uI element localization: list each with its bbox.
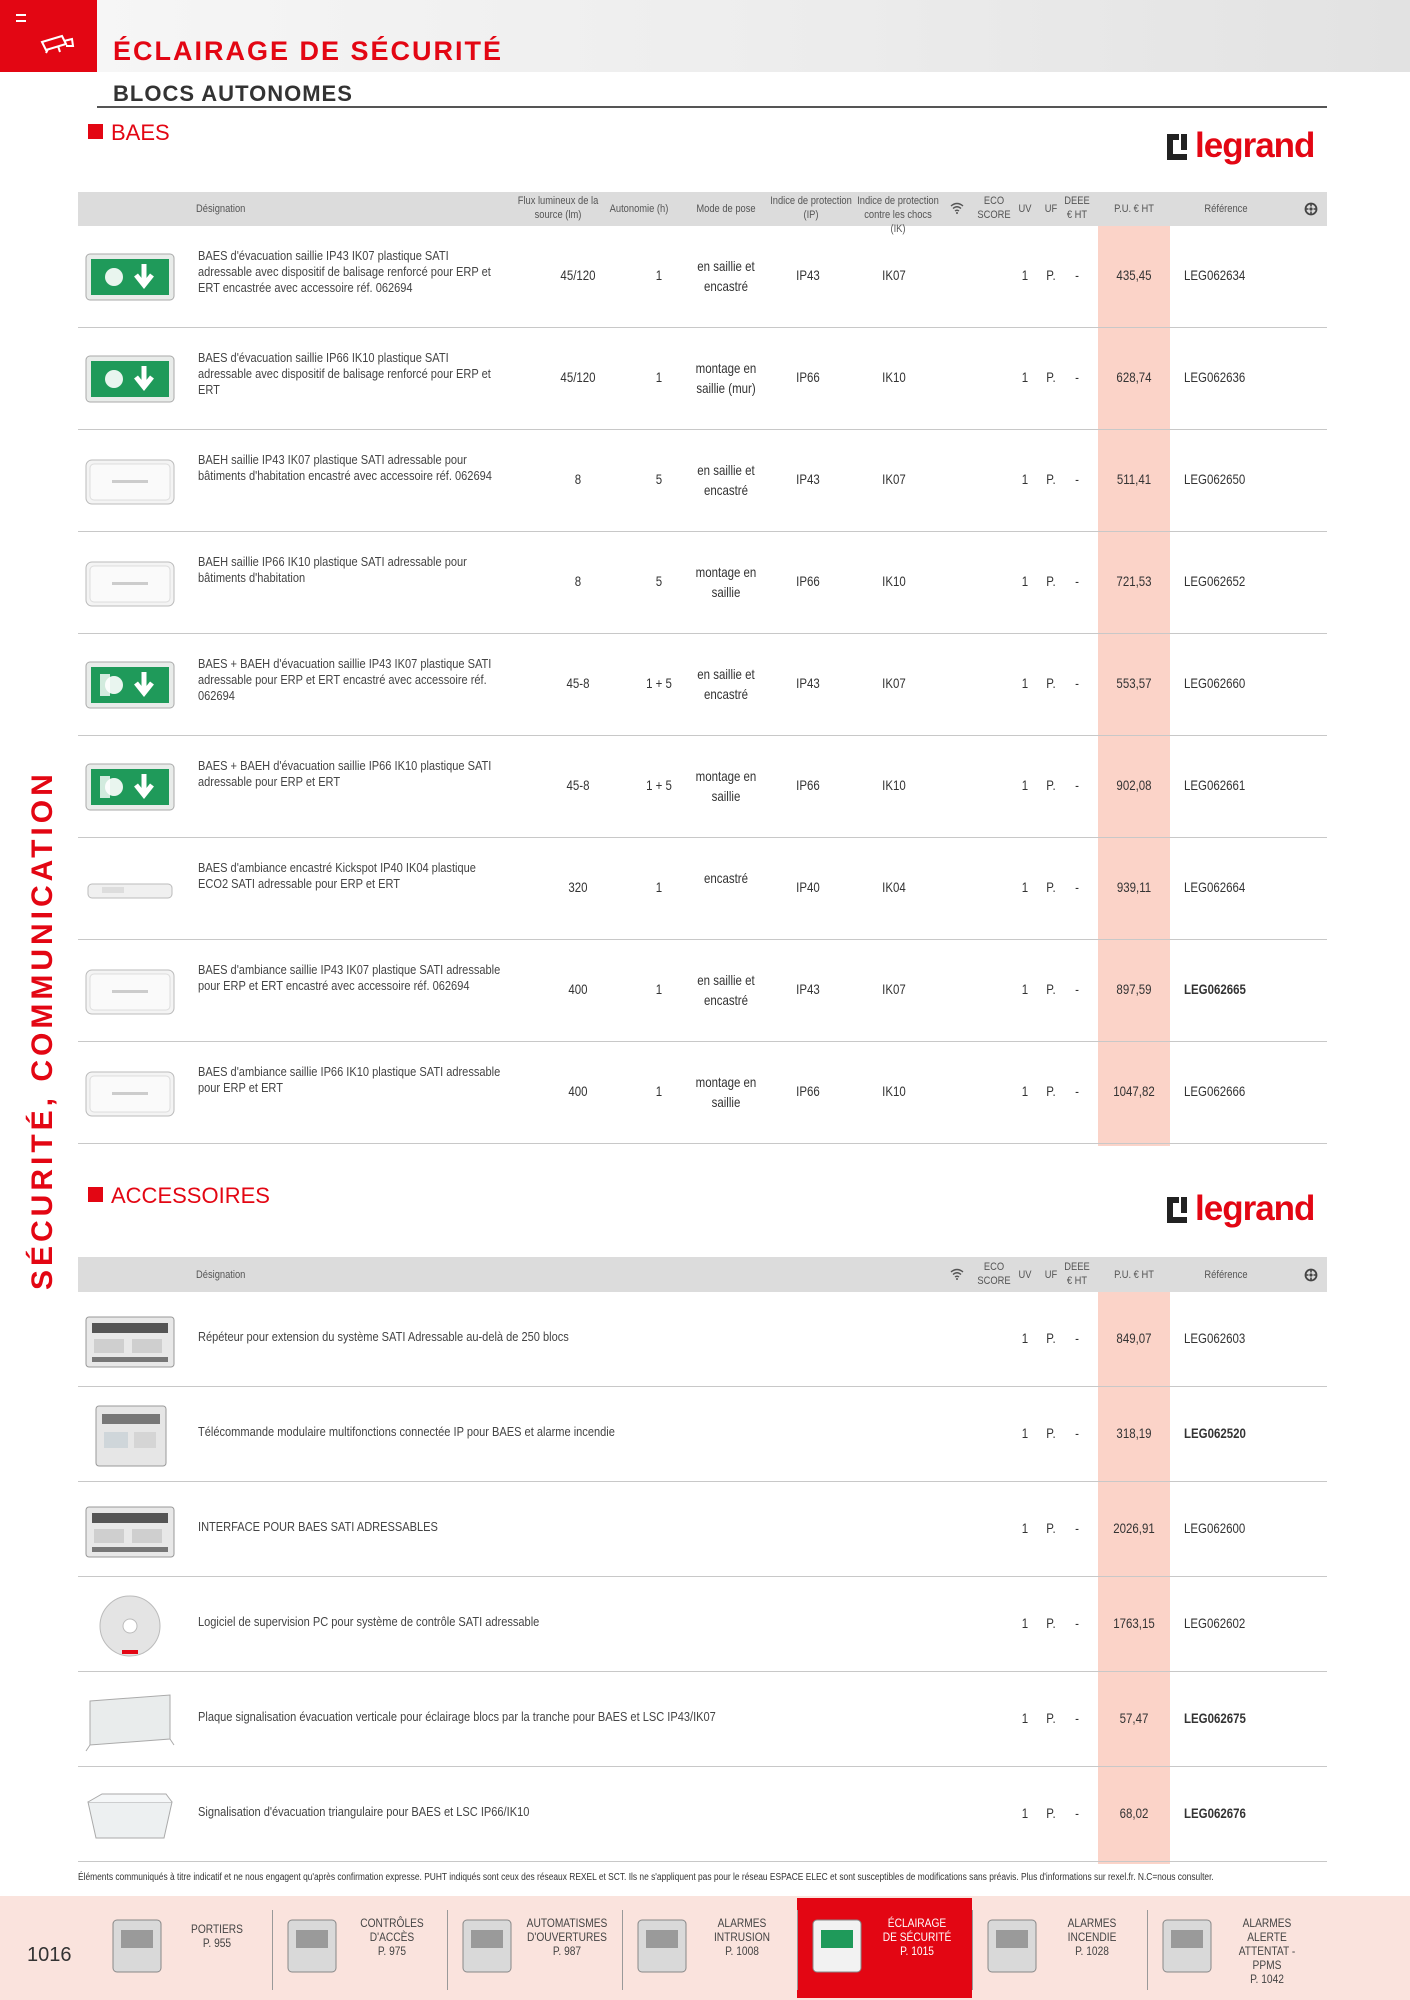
- flux-value: 45/120: [560, 267, 596, 283]
- th-designation: Désignation: [196, 1269, 246, 1281]
- product-image: [82, 958, 178, 1029]
- table-row: [78, 634, 1327, 736]
- table-row: [78, 1482, 1327, 1577]
- deee-value: -: [1075, 369, 1079, 385]
- deee-value: -: [1075, 267, 1079, 283]
- flux-value: 45/120: [560, 369, 596, 385]
- table-row: [78, 940, 1327, 1042]
- wifi-icon: [950, 1268, 964, 1280]
- nav-separator: [797, 1910, 798, 1990]
- uf-value: P.: [1046, 1425, 1056, 1441]
- ip-value: IP43: [796, 267, 820, 283]
- ip-value: IP66: [796, 369, 820, 385]
- product-reference[interactable]: LEG062675: [1184, 1710, 1246, 1726]
- autonomie-value: 1 + 5: [646, 777, 672, 793]
- th-pu: P.U. € HT: [1114, 203, 1154, 215]
- footer-nav-item[interactable]: [622, 1898, 797, 1998]
- th-pu: P.U. € HT: [1114, 1269, 1154, 1281]
- uf-value: P.: [1046, 573, 1056, 589]
- nav-separator: [447, 1910, 448, 1990]
- product-designation: BAES d'évacuation saillie IP66 IK10 plastique SATI adressable avec dispositif de balisage renforcé pour ERP et ERT: [198, 350, 491, 397]
- unit-price: 902,08: [1116, 777, 1152, 793]
- autonomie-value: 1: [655, 1083, 663, 1099]
- product-image: [82, 754, 178, 825]
- uv-value: 1: [1021, 573, 1029, 589]
- product-reference[interactable]: LEG062636: [1184, 369, 1246, 385]
- deee-value: -: [1075, 675, 1079, 691]
- uf-value: P.: [1046, 879, 1056, 895]
- mode-de-pose: en saillie et encastré: [697, 258, 755, 294]
- deee-value: -: [1075, 777, 1079, 793]
- ik-value: IK04: [882, 879, 906, 895]
- nav-page-ref: P. 987: [552, 1944, 582, 1958]
- th-ik: Indice de protection contre les chocs (IK): [857, 195, 939, 235]
- category-thumbnail-icon: [982, 1914, 1042, 1978]
- th-deee: DEEE € HT: [1064, 195, 1090, 221]
- nav-label-line2: INCENDIE: [1067, 1930, 1117, 1944]
- autonomie-value: 1: [655, 369, 663, 385]
- deee-value: -: [1075, 1805, 1079, 1821]
- nav-label-line1: ALARMES: [717, 1916, 767, 1930]
- uv-value: 1: [1021, 1083, 1029, 1099]
- flux-value: 400: [568, 1083, 588, 1099]
- th-reference: Référence: [1204, 203, 1248, 215]
- nav-label-line1: ÉCLAIRAGE: [887, 1916, 947, 1930]
- th-autonomie: Autonomie (h): [609, 203, 669, 215]
- uf-value: P.: [1046, 777, 1056, 793]
- ip-value: IP66: [796, 1083, 820, 1099]
- deee-value: -: [1075, 981, 1079, 997]
- table-row: [78, 1767, 1327, 1862]
- table-row: [78, 838, 1327, 940]
- nav-page-ref: P. 1015: [900, 1944, 934, 1958]
- ik-value: IK10: [882, 1083, 906, 1099]
- nav-label-line2: ATTENTAT - PPMS: [1238, 1944, 1296, 1972]
- nav-label-line2: D'ACCÈS: [369, 1930, 415, 1944]
- nav-page-ref: P. 975: [377, 1944, 407, 1958]
- accessoires-table: [78, 1257, 1327, 1864]
- nav-separator: [272, 1910, 273, 1990]
- uf-value: P.: [1046, 1083, 1056, 1099]
- uv-value: 1: [1021, 777, 1029, 793]
- mode-de-pose: montage en saillie: [695, 768, 757, 804]
- unit-price: 68,02: [1119, 1805, 1149, 1821]
- ip-value: IP40: [796, 879, 820, 895]
- product-reference[interactable]: LEG062652: [1184, 573, 1246, 589]
- unit-price: 1047,82: [1113, 1083, 1155, 1099]
- mode-de-pose: en saillie et encastré: [697, 462, 755, 498]
- product-designation: Répéteur pour extension du système SATI Adressable au-delà de 250 blocs: [198, 1329, 569, 1344]
- ip-value: IP66: [796, 573, 820, 589]
- category-thumbnail-icon: [807, 1914, 867, 1978]
- product-reference[interactable]: LEG062664: [1184, 879, 1246, 895]
- accessoires-table-header: [78, 1257, 1327, 1292]
- nav-page-ref: P. 1008: [725, 1944, 759, 1958]
- footer-nav-label: [175, 1922, 260, 1950]
- autonomie-value: 1: [655, 879, 663, 895]
- ik-value: IK10: [882, 369, 906, 385]
- flux-value: 45-8: [566, 675, 590, 691]
- product-reference[interactable]: LEG062676: [1184, 1805, 1246, 1821]
- page-title: ÉCLAIRAGE DE SÉCURITÉ: [113, 36, 504, 66]
- product-image: [82, 1402, 178, 1473]
- unit-price: 849,07: [1116, 1330, 1152, 1346]
- ip-value: IP66: [796, 777, 820, 793]
- nav-label-line1: AUTOMATISMES: [526, 1916, 608, 1930]
- table-row: [78, 1387, 1327, 1482]
- footer-nav-label: [875, 1916, 960, 1958]
- footer-nav-label: [350, 1916, 435, 1958]
- unit-price: 721,53: [1116, 573, 1152, 589]
- mode-de-pose: montage en saillie: [695, 1074, 757, 1110]
- deee-value: -: [1075, 1520, 1079, 1536]
- nav-separator: [1147, 1910, 1148, 1990]
- table-row: [78, 430, 1327, 532]
- camera-icon: [40, 34, 76, 54]
- flux-value: 45-8: [566, 777, 590, 793]
- footer-nav-label: [700, 1916, 785, 1958]
- ik-value: IK07: [882, 471, 906, 487]
- uv-value: 1: [1021, 267, 1029, 283]
- footer-nav-item[interactable]: [97, 1898, 272, 1998]
- th-designation: Désignation: [196, 203, 246, 215]
- product-reference[interactable]: LEG062600: [1184, 1520, 1246, 1536]
- unit-price: 897,59: [1116, 981, 1152, 997]
- product-image: [82, 1782, 178, 1853]
- uv-value: 1: [1021, 1520, 1029, 1536]
- table-row: [78, 1577, 1327, 1672]
- nav-page-ref: P. 955: [202, 1936, 232, 1950]
- page-number: 1016: [27, 1944, 72, 1966]
- legrand-logo: legrand: [1165, 1191, 1327, 1231]
- product-image: [82, 1060, 178, 1131]
- legrand-mark-icon: [1165, 1195, 1189, 1225]
- footer-nav-item[interactable]: [272, 1898, 447, 1998]
- recycle-icon: [1304, 202, 1318, 216]
- product-designation: BAEH saillie IP66 IK10 plastique SATI adressable pour bâtiments d'habitation: [198, 554, 467, 585]
- unit-price: 939,11: [1116, 879, 1152, 895]
- product-designation: BAEH saillie IP43 IK07 plastique SATI adressable pour bâtiments d'habitation encastré avec accessoire réf. 062694: [198, 452, 492, 483]
- deee-value: -: [1075, 1425, 1079, 1441]
- product-image: [82, 652, 178, 723]
- ip-value: IP43: [796, 675, 820, 691]
- nav-separator: [972, 1910, 973, 1990]
- category-thumbnail-icon: [1157, 1914, 1217, 1978]
- uf-value: P.: [1046, 471, 1056, 487]
- product-image: [82, 448, 178, 519]
- table-row: [78, 328, 1327, 430]
- ip-value: IP43: [796, 471, 820, 487]
- flux-value: 320: [568, 879, 588, 895]
- product-designation: BAES + BAEH d'évacuation saillie IP43 IK07 plastique SATI adressable pour ERP et ERT encastré avec accessoire réf. 062694: [198, 656, 492, 703]
- th-reference: Référence: [1204, 1269, 1248, 1281]
- product-image: [82, 856, 178, 927]
- uf-value: P.: [1046, 267, 1056, 283]
- table-row: [78, 1292, 1327, 1387]
- uv-value: 1: [1021, 981, 1029, 997]
- title-rule: [97, 106, 1327, 108]
- th-uf: UF: [1044, 203, 1058, 215]
- nav-page-ref: P. 1028: [1075, 1944, 1109, 1958]
- category-thumbnail-icon: [457, 1914, 517, 1978]
- legrand-mark-icon: [1165, 132, 1189, 162]
- th-eco-score: ECO SCORE: [977, 1261, 1011, 1287]
- autonomie-value: 1: [655, 981, 663, 997]
- ik-value: IK10: [882, 573, 906, 589]
- th-eco-score: ECO SCORE: [977, 195, 1011, 221]
- ip-value: IP43: [796, 981, 820, 997]
- ik-value: IK10: [882, 777, 906, 793]
- nav-label-line2: DE SÉCURITÉ: [882, 1930, 952, 1944]
- disclaimer-text: Éléments communiqués à titre indicatif et ne nous engagent qu'après confirmation expresse. PUHT indiqués sont ceux des réseaux REXEL et SCT. Ils ne s'appliquent pas pour le réseau ESPACE ELEC et sont susceptibles de modifications sans préavis. Plus d'informations sur rexel.fr. N.C=nous consulter.: [78, 1872, 1214, 1883]
- nav-label-line1: ALARMES: [1067, 1916, 1117, 1930]
- unit-price: 511,41: [1116, 471, 1152, 487]
- uf-value: P.: [1046, 1805, 1056, 1821]
- footer-nav-label: [525, 1916, 610, 1958]
- unit-price: 435,45: [1116, 267, 1152, 283]
- category-thumbnail-icon: [107, 1914, 167, 1978]
- uv-value: 1: [1021, 369, 1029, 385]
- th-uv: UV: [1018, 1269, 1032, 1281]
- autonomie-value: 5: [655, 573, 663, 589]
- uv-value: 1: [1021, 1615, 1029, 1631]
- product-designation: Logiciel de supervision PC pour système de contrôle SATI adressable: [198, 1614, 540, 1629]
- uv-value: 1: [1021, 675, 1029, 691]
- th-uv: UV: [1018, 203, 1032, 215]
- mode-de-pose: encastré: [703, 870, 749, 886]
- nav-label-line2: INTRUSION: [713, 1930, 771, 1944]
- uv-value: 1: [1021, 879, 1029, 895]
- product-reference[interactable]: LEG062650: [1184, 471, 1246, 487]
- footer-nav-item[interactable]: [797, 1898, 972, 1998]
- deee-value: -: [1075, 471, 1079, 487]
- baes-table-header: [78, 192, 1327, 235]
- page-subtitle: BLOCS AUTONOMES: [113, 81, 353, 106]
- deee-value: -: [1075, 1710, 1079, 1726]
- mode-de-pose: en saillie et encastré: [697, 666, 755, 702]
- section-corner: [0, 0, 97, 72]
- side-category-label: SÉCURITÉ, COMMUNICATION: [26, 770, 59, 1290]
- nav-label-line2: D'OUVERTURES: [527, 1930, 607, 1944]
- section-title-baes: BAES: [88, 120, 170, 146]
- product-designation: BAES d'ambiance saillie IP43 IK07 plastique SATI adressable pour ERP et ERT encastré avec accessoire réf. 062694: [198, 962, 501, 993]
- product-image: [82, 550, 178, 621]
- product-designation: Plaque signalisation évacuation verticale pour éclairage blocs par la tranche pour BAES et LSC IP43/IK07: [198, 1709, 716, 1724]
- deee-value: -: [1075, 1083, 1079, 1099]
- deee-value: -: [1075, 879, 1079, 895]
- th-deee: DEEE € HT: [1064, 1261, 1090, 1287]
- uf-value: P.: [1046, 1520, 1056, 1536]
- uv-value: 1: [1021, 471, 1029, 487]
- product-image: [82, 244, 178, 315]
- th-flux: Flux lumineux de la source (lm): [517, 195, 599, 221]
- product-designation: BAES d'ambiance saillie IP66 IK10 plastique SATI adressable pour ERP et ERT: [198, 1064, 501, 1095]
- uv-value: 1: [1021, 1425, 1029, 1441]
- nav-label-line1: PORTIERS: [191, 1922, 243, 1936]
- uf-value: P.: [1046, 1330, 1056, 1346]
- flux-value: 8: [574, 471, 582, 487]
- unit-price: 628,74: [1116, 369, 1152, 385]
- product-reference[interactable]: LEG062660: [1184, 675, 1246, 691]
- section-square-icon: [88, 1187, 103, 1202]
- uv-value: 1: [1021, 1710, 1029, 1726]
- uf-value: P.: [1046, 675, 1056, 691]
- th-mode: Mode de pose: [696, 203, 756, 215]
- section-square-icon: [88, 124, 103, 139]
- mode-de-pose: en saillie et encastré: [697, 972, 755, 1008]
- footer-nav-label: [1225, 1916, 1310, 1986]
- uf-value: P.: [1046, 1710, 1056, 1726]
- table-row: [78, 226, 1327, 328]
- uf-value: P.: [1046, 1615, 1056, 1631]
- unit-price: 57,47: [1119, 1710, 1149, 1726]
- autonomie-value: 1: [655, 267, 663, 283]
- nav-separator: [622, 1910, 623, 1990]
- uf-value: P.: [1046, 369, 1056, 385]
- uf-value: P.: [1046, 981, 1056, 997]
- product-designation: BAES d'ambiance encastré Kickspot IP40 IK04 plastique ECO2 SATI adressable pour ERP et ERT: [198, 860, 476, 891]
- mode-de-pose: montage en saillie (mur): [695, 360, 757, 396]
- unit-price: 2026,91: [1113, 1520, 1155, 1536]
- wifi-icon: [950, 202, 964, 214]
- autonomie-value: 5: [655, 471, 663, 487]
- menu-icon[interactable]: [16, 14, 26, 22]
- product-designation: INTERFACE POUR BAES SATI ADRESSABLES: [198, 1519, 438, 1534]
- nav-page-ref: P. 1042: [1250, 1972, 1284, 1986]
- nav-label-line1: ALARMES ALERTE: [1242, 1916, 1292, 1944]
- product-image: [82, 346, 178, 417]
- uv-value: 1: [1021, 1330, 1029, 1346]
- table-row: [78, 532, 1327, 634]
- product-reference[interactable]: LEG062603: [1184, 1330, 1246, 1346]
- th-ip: Indice de protection (IP): [770, 195, 852, 221]
- autonomie-value: 1 + 5: [646, 675, 672, 691]
- product-reference[interactable]: LEG062520: [1184, 1425, 1246, 1441]
- product-image: [82, 1592, 178, 1663]
- section-title-accessoires: ACCESSOIRES: [88, 1183, 270, 1209]
- product-image: [82, 1497, 178, 1568]
- product-reference[interactable]: LEG062602: [1184, 1615, 1246, 1631]
- footer-nav-label: [1050, 1916, 1135, 1958]
- product-reference[interactable]: LEG062634: [1184, 267, 1246, 283]
- unit-price: 318,19: [1116, 1425, 1152, 1441]
- footer-nav-item[interactable]: [1147, 1898, 1322, 1998]
- deee-value: -: [1075, 1615, 1079, 1631]
- product-designation: Signalisation d'évacuation triangulaire pour BAES et LSC IP66/IK10: [198, 1804, 530, 1819]
- flux-value: 400: [568, 981, 588, 997]
- unit-price: 1763,15: [1113, 1615, 1155, 1631]
- footer-nav-item[interactable]: [447, 1898, 622, 1998]
- unit-price: 553,57: [1116, 675, 1152, 691]
- flux-value: 8: [574, 573, 582, 589]
- mode-de-pose: montage en saillie: [695, 564, 757, 600]
- product-reference[interactable]: LEG062661: [1184, 777, 1246, 793]
- deee-value: -: [1075, 1330, 1079, 1346]
- table-row: [78, 1042, 1327, 1144]
- ik-value: IK07: [882, 981, 906, 997]
- table-row: [78, 1672, 1327, 1767]
- product-designation: Télécommande modulaire multifonctions connectée IP pour BAES et alarme incendie: [198, 1424, 615, 1439]
- product-image: [82, 1307, 178, 1378]
- category-thumbnail-icon: [632, 1914, 692, 1978]
- recycle-icon: [1304, 1268, 1318, 1282]
- deee-value: -: [1075, 573, 1079, 589]
- uv-value: 1: [1021, 1805, 1029, 1821]
- baes-table: [78, 192, 1327, 1146]
- ik-value: IK07: [882, 675, 906, 691]
- th-uf: UF: [1044, 1269, 1058, 1281]
- ik-value: IK07: [882, 267, 906, 283]
- table-row: [78, 736, 1327, 838]
- product-reference[interactable]: LEG062666: [1184, 1083, 1246, 1099]
- product-image: [82, 1687, 178, 1758]
- product-designation: BAES d'évacuation saillie IP43 IK07 plastique SATI adressable avec dispositif de balisage renforcé pour ERP et ERT encastrée avec accessoire réf. 062694: [198, 248, 491, 295]
- product-designation: BAES + BAEH d'évacuation saillie IP66 IK10 plastique SATI adressable pour ERP et ERT: [198, 758, 492, 789]
- nav-label-line1: CONTRÔLES: [360, 1916, 424, 1930]
- legrand-logo: legrand: [1165, 128, 1327, 168]
- category-thumbnail-icon: [282, 1914, 342, 1978]
- footer-nav-item[interactable]: [972, 1898, 1147, 1998]
- product-reference[interactable]: LEG062665: [1184, 981, 1246, 997]
